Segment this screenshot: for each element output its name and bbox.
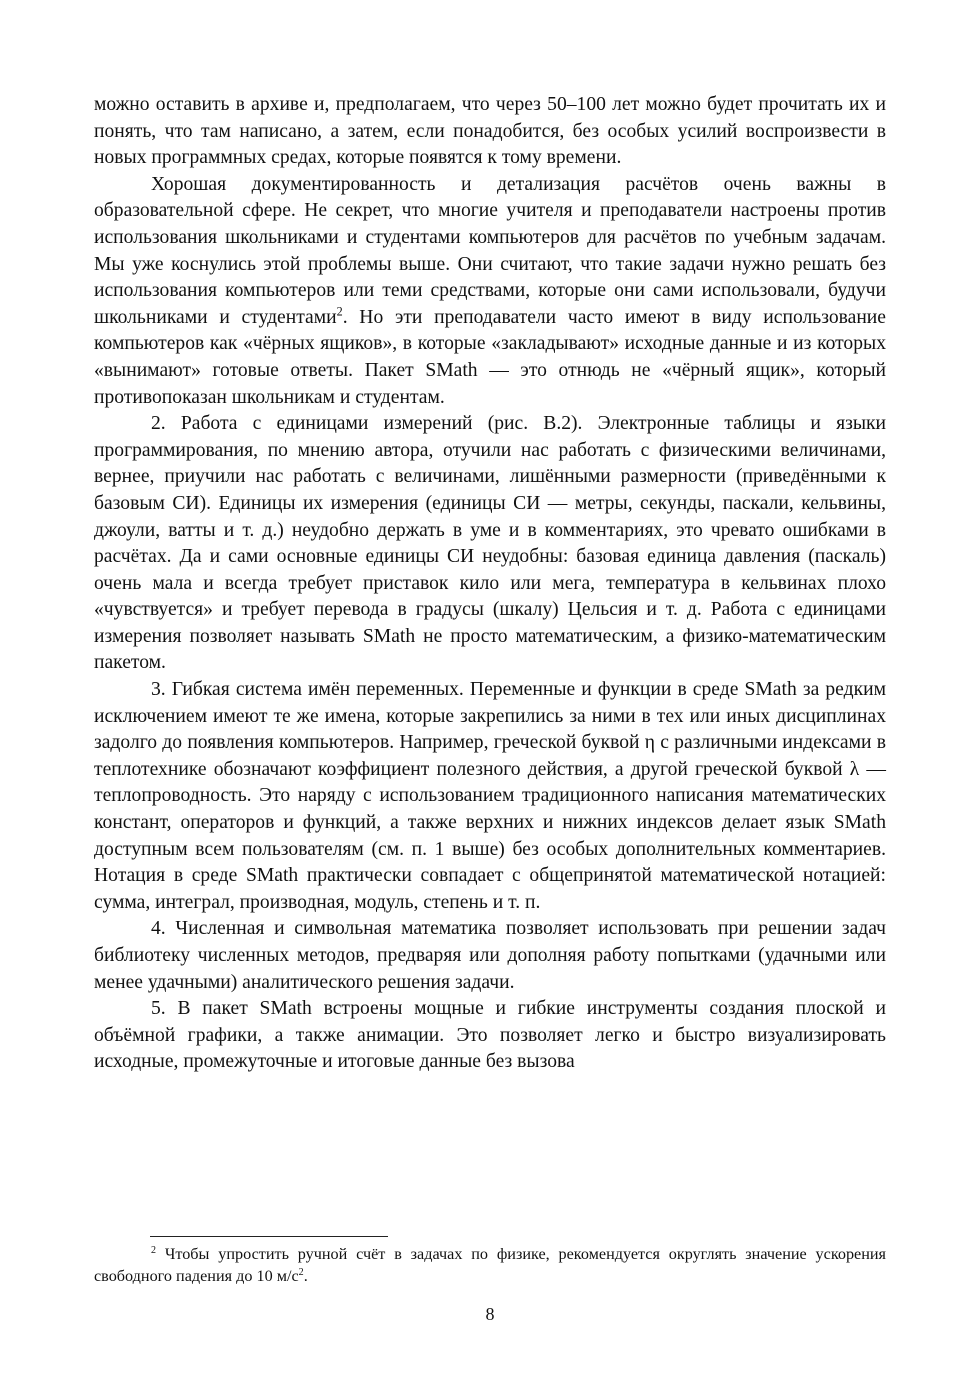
paragraph-graphics: 5. В пакет SMath встроены мощные и гибкие инструменты создания плоской и объёмной графики, а также анимации. Это позволяет легко и быстро визуализировать исходные, промежуточные и итоговые данные без вызова <box>94 998 886 1073</box>
footnote-reference[interactable]: 2 <box>336 304 343 319</box>
paragraph-variable-names: 3. Гибкая система имён переменных. Переменные и функции в среде SMath за редким исключением имеют те же имена, которые закрепились за ними в тех или иных дисциплинах задолго до появления компьютеров. Например, греческой буквой η с различными индексами в теплотехнике обозначают коэффициент полезного действия, а другой греческой буквой λ — теплопроводность. Это наряду с использованием традиционного написания математических констант, операторов и функций, а также верхних и нижних индексов делает язык SMath доступным всем пользователям (см. п. 1 выше) без особых дополнительных комментариев. Нотация в среде SMath практически совпадает с общепринятой математической нотацией: сумма, интеграл, производная, модуль, степень и т. п. <box>94 679 886 913</box>
footnote-text-1: Чтобы упростить ручной счёт в задачах по физике, рекомендуется округлять значение ускорения свободного падения до 10 м/с <box>94 1245 886 1285</box>
paragraph-documentation-text-2: . Но эти преподаватели часто имеют в виду использование компьютеров как «чёрных ящиков», в которые «закладывают» исходные данные и из которых «вынимают» готовые ответы. Пакет SMath — это отнюдь не «чёрный ящик», который противопоказан школьникам и студентам. <box>94 306 886 408</box>
paragraph-documentation <box>94 172 886 411</box>
paragraph-archive: можно оставить в архиве и, предполагаем, что через 50–100 лет можно будет прочитать их и понять, что там написано, а затем, если понадобится, без особых усилий воспроизвести в новых программных средах, которые появятся к тому времени. <box>94 94 886 169</box>
footnote-superscript: 2 <box>298 1266 304 1278</box>
footnote-text-2: . <box>303 1266 308 1285</box>
page-number: 8 <box>485 1304 495 1324</box>
footnote-separator <box>150 1236 388 1237</box>
paragraph-units: 2. Работа с единицами измерений (рис. В.2). Электронные таблицы и языки программирования, по мнению автора, отучили нас работать с физическими величинами, вернее, приучили нас работать с величинами, лишёнными размерности (приведёнными к базовым СИ). Единицы их измерения (единицы СИ — метры, секунды, паскали, кельвины, джоули, ватты и т. д.) неудобно держать в уме и в комментариях, это чревато ошибками в расчётах. Да и сами основные единицы СИ неудобны: базовая единица давления (паскаль) очень мала и всегда требует приставок кило или мега, температура в кельвинах плохо «чувствуется» и требует перевода в градусы (шкалу) Цельсия и т. д. Работа с единицами измерения позволяет называть SMath не просто математическим, а физико-математическим пакетом. <box>94 413 886 674</box>
paragraph-documentation-text-1: Хорошая документированность и детализация расчётов очень важны в образовательной сфере. Не секрет, что многие учителя и преподаватели настроены против использования школьниками и студентами компьютеров для расчётов по учебным задачам. Мы уже коснулись этой проблемы выше. Они считают, что такие задачи нужно решать без использования компьютеров или теми средствами, которые они сами использовали, будучи школьниками и студентами <box>94 173 886 328</box>
page-body <box>94 92 886 1076</box>
footnote-marker: 2 <box>151 1244 157 1256</box>
paragraph-numeric-symbolic: 4. Численная и символьная математика позволяет использовать при решении задач библиотеку численных методов, предваряя или дополняя работу попытками (удачными или менее удачными) аналитического решения задачи. <box>94 918 886 993</box>
footnote <box>94 1244 886 1287</box>
